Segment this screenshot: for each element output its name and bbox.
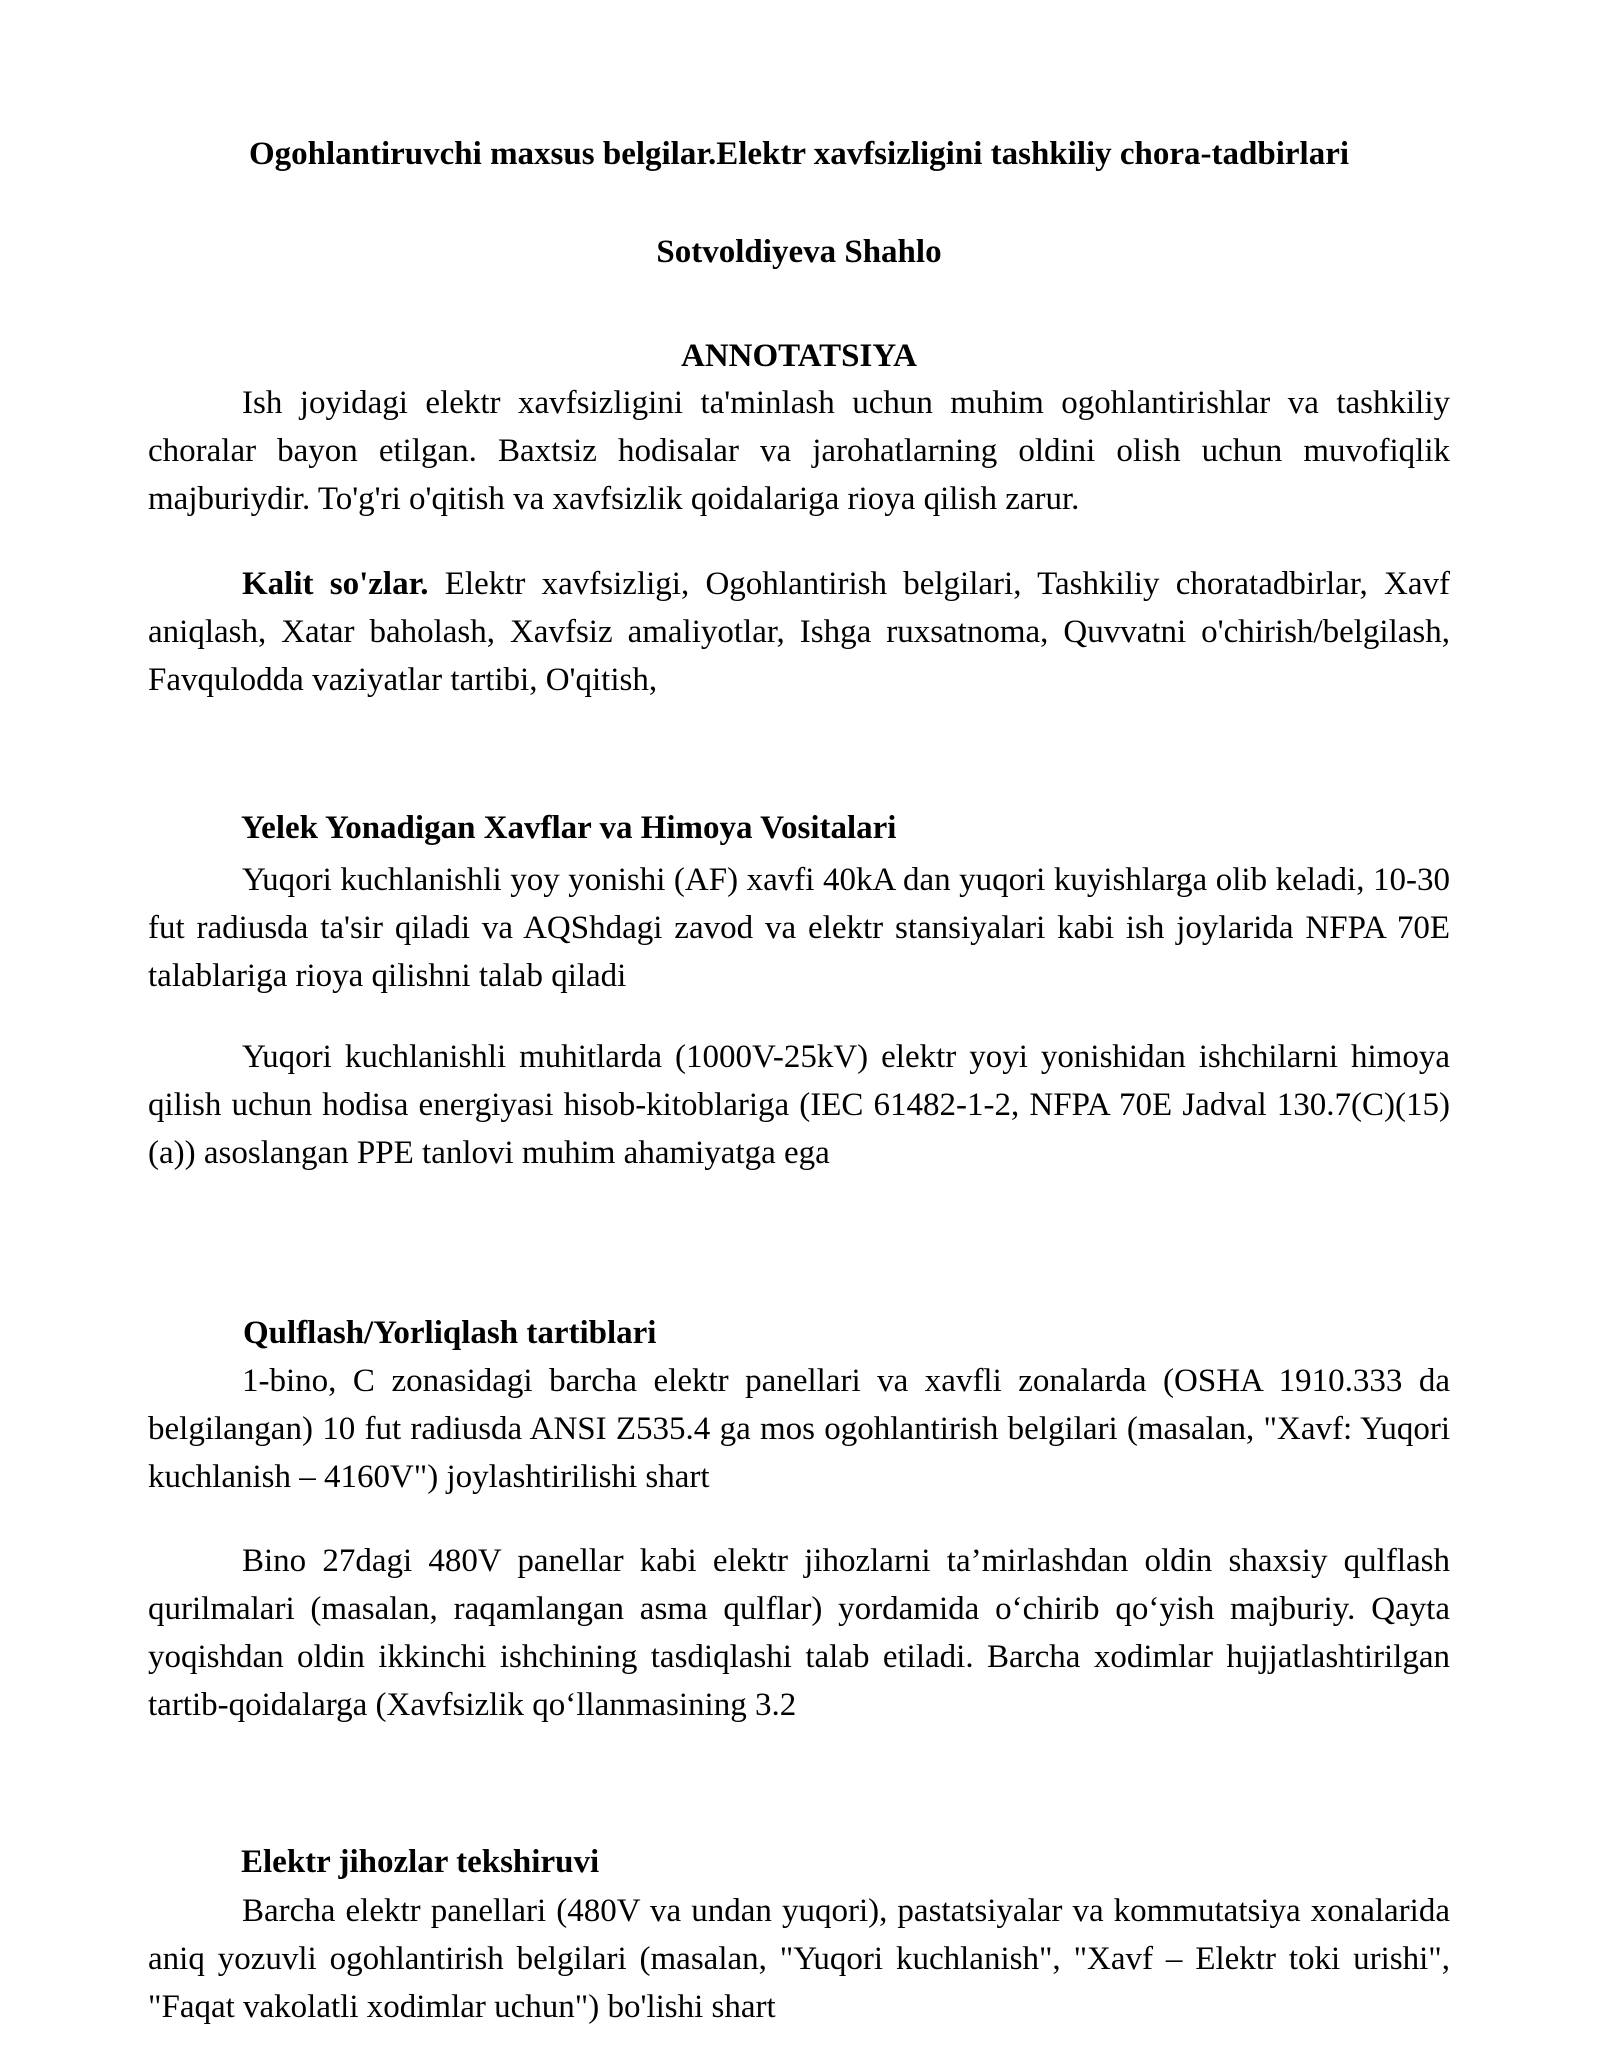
lockout-paragraph-2: Bino 27dagi 480V panellar kabi elektr jihozlarni ta’mirlashdan oldin shaxsiy qulflash qurilmalari (masalan, raqamlangan asma qulflar) yordamida o‘chirib qo‘yish majburiy. Qayta yoqishdan oldin ikkinchi ishchining tasdiqlashi talab etiladi. Barcha xodimlar hujjatlashtirilgan tartib-qoidalarga (Xavfsizlik qo‘llanmasining 3.2 bbox=[148, 1543, 1450, 1723]
arc-flash-paragraph-2: Yuqori kuchlanishli muhitlarda (1000V-25kV) elektr yoyi yonishidan ishchilarni himoya qilish uchun hodisa energiyasi hisob-kitoblariga (IEC 61482-1-2, NFPA 70E Jadval 130.7(C)(15)(a)) asoslangan PPE tanlovi muhim ahamiyatga ega bbox=[148, 1039, 1450, 1171]
arc-flash-paragraph-1: Yuqori kuchlanishli yoy yonishi (AF) xavfi 40kA dan yuqori kuyishlarga olib keladi, 10-30 fut radiusda ta'sir qiladi va AQShdagi zavod va elektr stansiyalari kabi ish joylarida NFPA 70E talablariga rioya qilishni talab qiladi bbox=[148, 862, 1450, 994]
keywords-text: Elektr xavfsizligi, Ogohlantirish belgilari, Tashkiliy choratadbirlar, Xavf aniqlash, Xatar baholash, Xavfsiz amaliyotlar, Ishga ruxsatnoma, Quvvatni o'chirish/belgilash, Favqulodda vaziyatlar tartibi, O'qitish, bbox=[148, 566, 1450, 698]
section-heading-lockout: Qulflash/Yorliqlash tartiblari bbox=[243, 1315, 657, 1351]
annotation-text: Ish joyidagi elektr xavfsizligini ta'minlash uchun muhim ogohlantirishlar va tashkiliy choralar bayon etilgan. Baxtsiz hodisalar va jarohatlarning oldini olish uchun muvofiqlik majburiydir. To'g'ri o'qitish va xavfsizlik qoidalariga rioya qilish zarur. bbox=[148, 385, 1450, 517]
keywords-label: Kalit so'zlar. bbox=[242, 566, 429, 602]
paper-title: Ogohlantiruvchi maxsus belgilar.Elektr xavfsizligini tashkiliy chora-tadbirlari bbox=[248, 136, 1350, 172]
document-page bbox=[148, 0, 1450, 2070]
lockout-paragraph-1: 1-bino, C zonasidagi barcha elektr panellari va xavfli zonalarda (OSHA 1910.333 da belgilangan) 10 fut radiusda ANSI Z535.4 ga mos ogohlantirish belgilari (masalan, "Xavf: Yuqori kuchlanish – 4160V") joylashtirilishi shart bbox=[148, 1363, 1450, 1495]
inspection-paragraph-1: Barcha elektr panellari (480V va undan yuqori), pastatsiyalar va kommutatsiya xonalarida aniq yozuvli ogohlantirish belgilari (masalan, "Yuqori kuchlanish", "Xavf – Elektr toki urishi", "Faqat vakolatli xodimlar uchun") bo'lishi shart bbox=[148, 1893, 1450, 2025]
author-name: Sotvoldiyeva Shahlo bbox=[656, 234, 942, 270]
section-heading-arc-flash: Yelek Yonadigan Xavflar va Himoya Vositalari bbox=[241, 810, 897, 846]
section-heading-inspection: Elektr jihozlar tekshiruvi bbox=[241, 1844, 600, 1880]
keywords-paragraph bbox=[148, 560, 1450, 704]
annotation-heading: ANNOTATSIYA bbox=[681, 338, 917, 374]
